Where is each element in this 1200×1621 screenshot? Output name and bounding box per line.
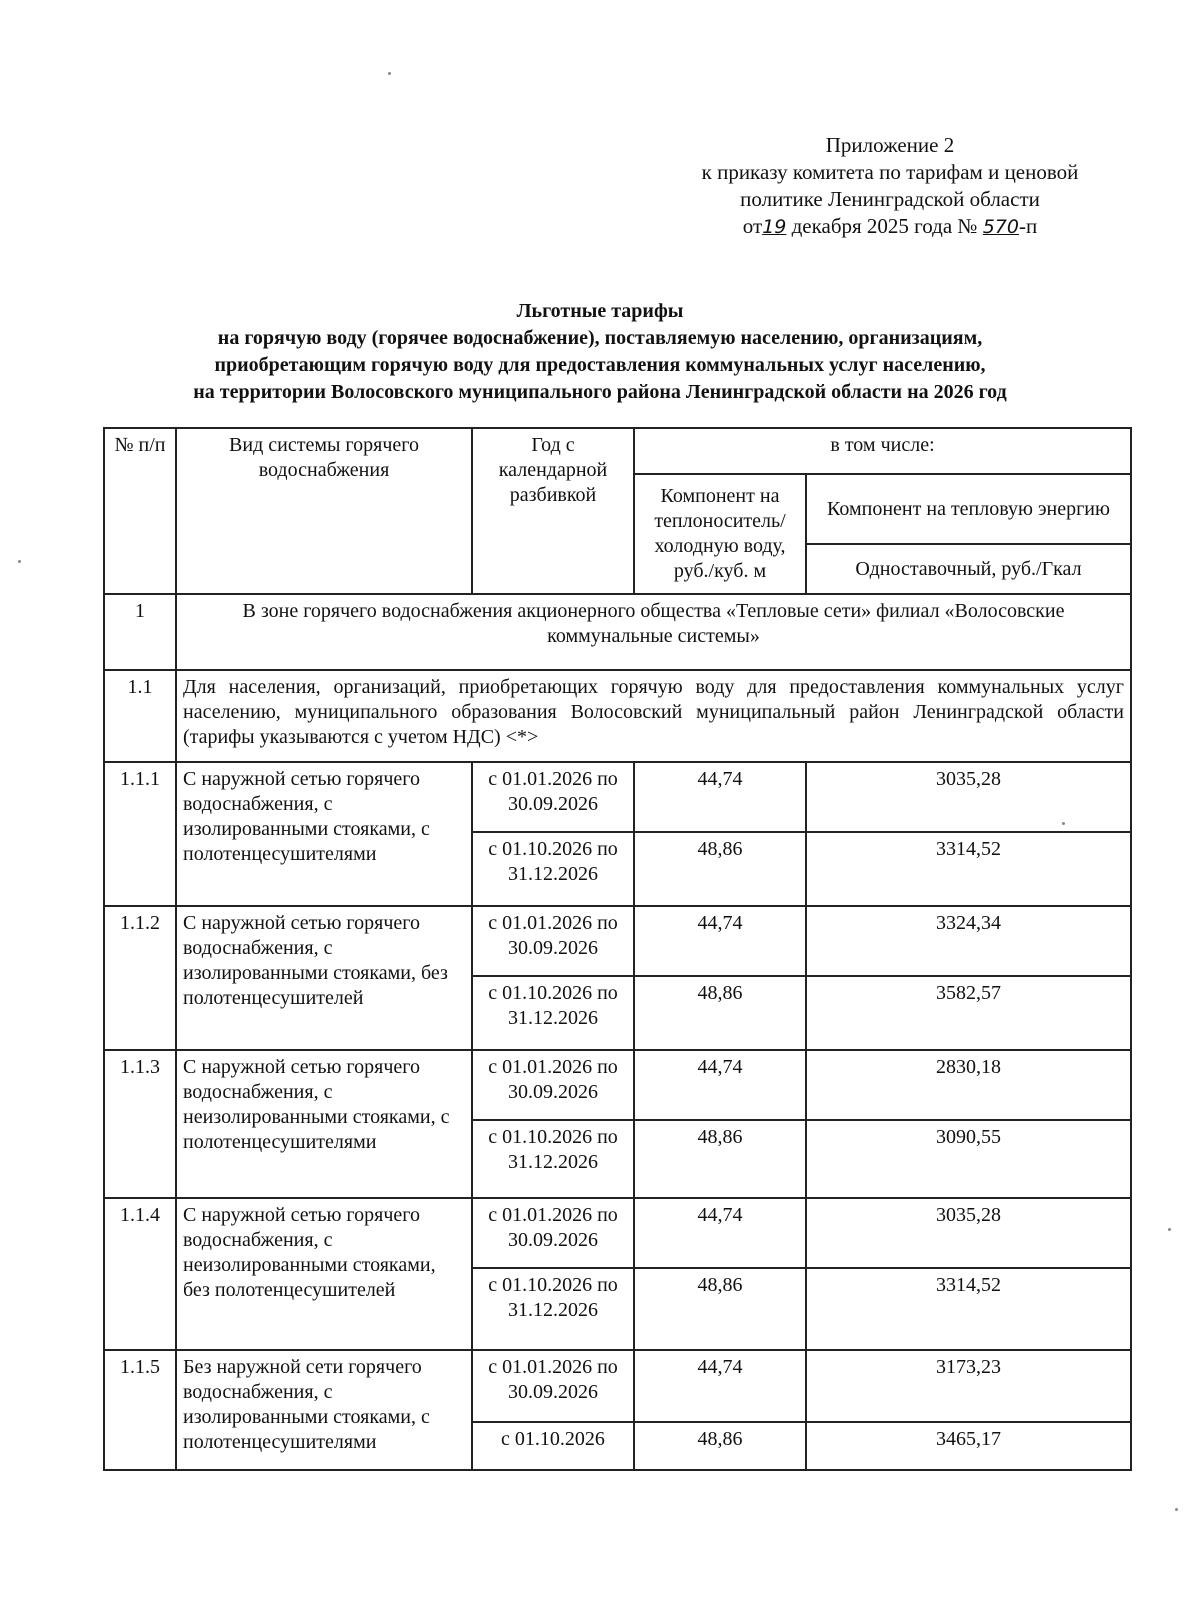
section-num: 1 — [104, 594, 176, 670]
scan-speck — [388, 72, 391, 75]
document-title — [100, 298, 1100, 406]
scan-speck — [1175, 1508, 1178, 1511]
table-row — [104, 1350, 1131, 1422]
scan-speck — [1168, 1228, 1171, 1231]
header-heat: Компонент на тепловую энергию — [806, 474, 1131, 544]
header-period: Год с календарной разбивкой — [472, 428, 634, 594]
header-including: в том числе: — [634, 428, 1131, 474]
row-period: с 01.10.2026 по 31.12.2026 — [472, 1120, 634, 1198]
table-row — [104, 906, 1131, 976]
annex-order-line: к приказу комитета по тарифам и ценовой — [701, 160, 1079, 184]
subsection-row — [104, 670, 1131, 762]
section-text: В зоне горячего водоснабжения акционерного общества «Тепловые сети» филиал «Волосовские коммунальные системы» — [176, 594, 1131, 670]
header-coolant: Компонент на теплоноситель/ холодную воду, руб./куб. м — [634, 474, 806, 594]
title-line-3: приобретающим горячую воду для предоставления коммунальных услуг населению, — [214, 354, 986, 376]
row-period: с 01.01.2026 по 30.09.2026 — [472, 1350, 634, 1422]
title-line-2: на горячую воду (горячее водоснабжение), поставляемую населению, организациям, — [217, 327, 983, 349]
annex-authority-line: политике Ленинградской области — [740, 187, 1040, 211]
row-system: С наружной сетью горячего водоснабжения, с изолированными стояками, без полотенцесушителей — [176, 906, 472, 1050]
row-period: с 01.10.2026 по 31.12.2026 — [472, 976, 634, 1050]
row-coolant: 44,74 — [634, 906, 806, 976]
row-num: 1.1.2 — [104, 906, 176, 1050]
number-suffix: -п — [1018, 214, 1038, 238]
row-coolant: 48,86 — [634, 976, 806, 1050]
row-num: 1.1.3 — [104, 1050, 176, 1198]
row-heat: 3173,23 — [806, 1350, 1131, 1422]
section-row — [104, 594, 1131, 670]
scan-speck — [1062, 822, 1065, 825]
row-heat: 3314,52 — [806, 1268, 1131, 1350]
row-heat: 3582,57 — [806, 976, 1131, 1050]
header-heat-sub: Одноставочный, руб./Гкал — [806, 544, 1131, 594]
header-system: Вид системы горячего водоснабжения — [176, 428, 472, 594]
tariff-table — [103, 427, 1132, 1471]
annex-title: Приложение 2 — [825, 133, 955, 157]
row-system: С наружной сетью горячего водоснабжения, с изолированными стояками, с полотенцесушителями — [176, 762, 472, 906]
row-system: С наружной сетью горячего водоснабжения, с неизолированными стояками, с полотенцесушителями — [176, 1050, 472, 1198]
row-heat: 2830,18 — [806, 1050, 1131, 1120]
row-period: с 01.01.2026 по 30.09.2026 — [472, 762, 634, 832]
annex-date-line — [640, 213, 1140, 241]
row-num: 1.1.1 — [104, 762, 176, 906]
row-coolant: 44,74 — [634, 1050, 806, 1120]
row-num: 1.1.5 — [104, 1350, 176, 1470]
header-num: № п/п — [104, 428, 176, 594]
header-row — [104, 428, 1131, 474]
table-row — [104, 1050, 1131, 1120]
row-heat: 3324,34 — [806, 906, 1131, 976]
row-system: Без наружной сети горячего водоснабжения, с изолированными стояками, с полотенцесушителями — [176, 1350, 472, 1470]
row-period: с 01.10.2026 по 31.12.2026 — [472, 832, 634, 906]
row-heat: 3314,52 — [806, 832, 1131, 906]
row-coolant: 44,74 — [634, 1198, 806, 1268]
title-line-4: на территории Волосовского муниципального района Ленинградской области на 2026 год — [193, 381, 1007, 403]
row-num: 1.1.4 — [104, 1198, 176, 1350]
handwritten-number: 570 — [982, 216, 1019, 238]
row-heat: 3465,17 — [806, 1422, 1131, 1470]
row-heat: 3035,28 — [806, 1198, 1131, 1268]
row-coolant: 48,86 — [634, 1120, 806, 1198]
handwritten-day: 19 — [762, 216, 787, 238]
row-heat: 3035,28 — [806, 762, 1131, 832]
row-coolant: 44,74 — [634, 1350, 806, 1422]
annex-header — [640, 132, 1140, 241]
date-prefix: от — [742, 214, 763, 238]
row-coolant: 44,74 — [634, 762, 806, 832]
table-row — [104, 1198, 1131, 1268]
row-heat: 3090,55 — [806, 1120, 1131, 1198]
scan-speck — [18, 560, 21, 563]
table-row — [104, 762, 1131, 832]
row-period: с 01.10.2026 — [472, 1422, 634, 1470]
row-coolant: 48,86 — [634, 1422, 806, 1470]
title-line-1: Льготные тарифы — [516, 300, 684, 322]
row-period: с 01.10.2026 по 31.12.2026 — [472, 1268, 634, 1350]
row-period: с 01.01.2026 по 30.09.2026 — [472, 1050, 634, 1120]
subsection-num: 1.1 — [104, 670, 176, 762]
row-period: с 01.01.2026 по 30.09.2026 — [472, 1198, 634, 1268]
row-period: с 01.01.2026 по 30.09.2026 — [472, 906, 634, 976]
date-middle: декабря 2025 года № — [791, 214, 978, 238]
row-coolant: 48,86 — [634, 1268, 806, 1350]
subsection-text: Для населения, организаций, приобретающих горячую воду для предоставления коммунальных услуг населению, муниципального образования Волосовский муниципальный район Ленинградской области (тарифы указываются с учетом НДС) <*> — [176, 670, 1131, 762]
row-system: С наружной сетью горячего водоснабжения, с неизолированными стояками, без полотенцесушителей — [176, 1198, 472, 1350]
row-coolant: 48,86 — [634, 832, 806, 906]
